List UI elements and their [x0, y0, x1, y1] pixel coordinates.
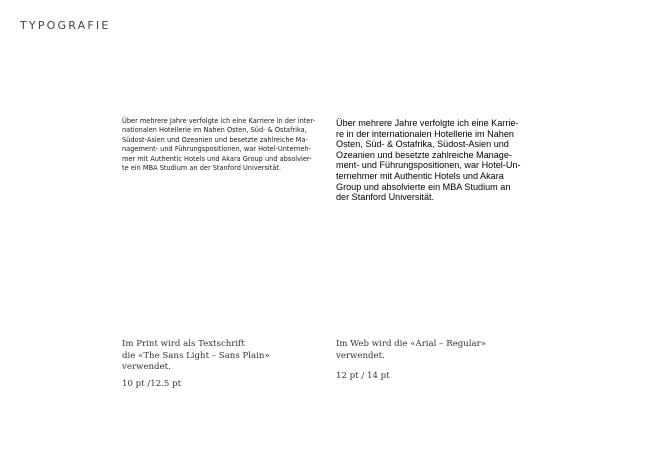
web-caption-line: Im Web wird die «Arial – Regular»: [336, 339, 487, 349]
print-sample-line: Südost-Asien und Ozeanien und besetzte zahlreiche Ma-: [122, 135, 308, 144]
web-sample-line: ment- und Führungspositionen, war Hotel-Un-: [336, 160, 521, 171]
print-caption-line: Im Print wird als Textschrift: [122, 339, 245, 349]
web-sample-line: Über mehrere Jahre verfolgte ich eine Karrie-: [336, 118, 519, 128]
page-heading: TYPOGRAFIE: [20, 19, 111, 32]
print-sample-line: Über mehrere Jahre verfolgte ich eine Karriere in der inter-: [122, 117, 316, 125]
print-sample-line: mer mit Authentic Hotels und Akara Group und absolvier-: [122, 154, 312, 163]
web-sample-line: Group und absolvierte ein MBA Studium an: [336, 181, 511, 192]
print-sample-line: te ein MBA Studium an der Stanford Universität.: [122, 164, 282, 173]
web-font-caption: [336, 339, 486, 362]
web-sample-line: re in der internationalen Hotellerie im Nahen: [336, 128, 514, 139]
web-text-sample: [336, 118, 566, 203]
web-sample-line: Ozeanien und besetzte zahlreiche Manage-: [336, 149, 512, 160]
print-sample-line: nationalen Hotellerie im Nahen Osten, Süd- & Ostafrika,: [122, 126, 307, 135]
web-caption-line: verwendet.: [336, 350, 385, 361]
web-sample-line: Osten, Süd- & Ostafrika, Südost-Asien und: [336, 139, 509, 150]
print-text-sample: [122, 117, 318, 173]
web-sample-line: der Stanford Universität.: [336, 192, 435, 203]
print-sample-line: nagement- und Führungspositionen, war Hotel-Unterneh-: [122, 145, 311, 154]
print-font-caption: [122, 339, 270, 374]
web-sample-line: ternehmer mit Authentic Hotels und Akara: [336, 170, 504, 181]
print-caption-line: verwendet.: [122, 362, 171, 372]
web-size-spec: 12 pt / 14 pt: [336, 371, 390, 381]
print-size-spec: 10 pt /12.5 pt: [122, 379, 182, 389]
print-caption-line: die «The Sans Light – Sans Plain»: [122, 350, 270, 361]
